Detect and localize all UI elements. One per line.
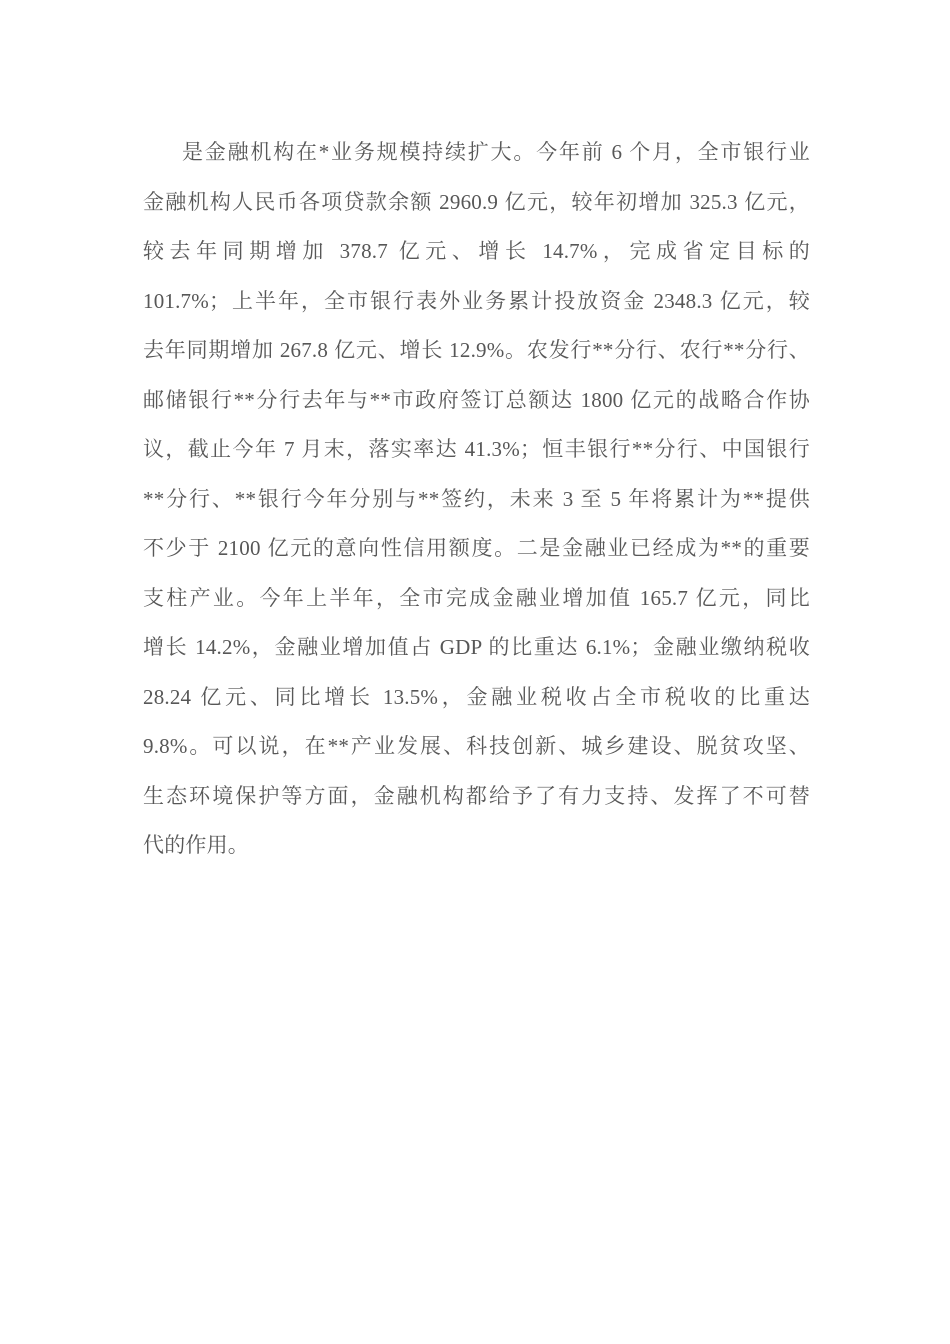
text-line: 9.8%。可以说，在**产业发展、科技创新、城乡建设、脱贫攻坚、: [143, 734, 810, 758]
text-line: 代的作用。: [143, 833, 249, 857]
text-line: 是金融机构在*业务规模持续扩大。今年前 6 个月，全市银行业: [182, 140, 810, 164]
text-line: 101.7%；上半年，全市银行表外业务累计投放资金 2348.3 亿元，较: [143, 288, 810, 313]
text-line: **分行、**银行今年分别与**签约，未来 3 至 5 年将累计为**提供: [143, 486, 810, 511]
text-line: 增长 14.2%，金融业增加值占 GDP 的比重达 6.1%；金融业缴纳税收: [143, 635, 810, 659]
text-line: 28.24 亿元、同比增长 13.5%，金融业税收占全市税收的比重达: [143, 684, 810, 709]
text-line: 议，截止今年 7 月末，落实率达 41.3%；恒丰银行**分行、中国银行: [143, 437, 810, 461]
text-line: 邮储银行**分行去年与**市政府签订总额达 1800 亿元的战略合作协: [143, 387, 810, 412]
text-line: 去年同期增加 267.8 亿元、增长 12.9%。农发行**分行、农行**分行、: [143, 338, 810, 362]
text-line: 支柱产业。今年上半年，全市完成金融业增加值 165.7 亿元，同比: [143, 585, 810, 610]
text-line: 生态环境保护等方面，金融机构都给予了有力支持、发挥了不可替: [143, 783, 810, 808]
text-line: 金融机构人民币各项贷款余额 2960.9 亿元，较年初增加 325.3 亿元，: [143, 189, 810, 214]
text-line: 较去年同期增加 378.7 亿元、增长 14.7%，完成省定目标的: [143, 239, 810, 263]
paragraph: [143, 128, 810, 871]
text-line: 不少于 2100 亿元的意向性信用额度。二是金融业已经成为**的重要: [143, 536, 810, 560]
